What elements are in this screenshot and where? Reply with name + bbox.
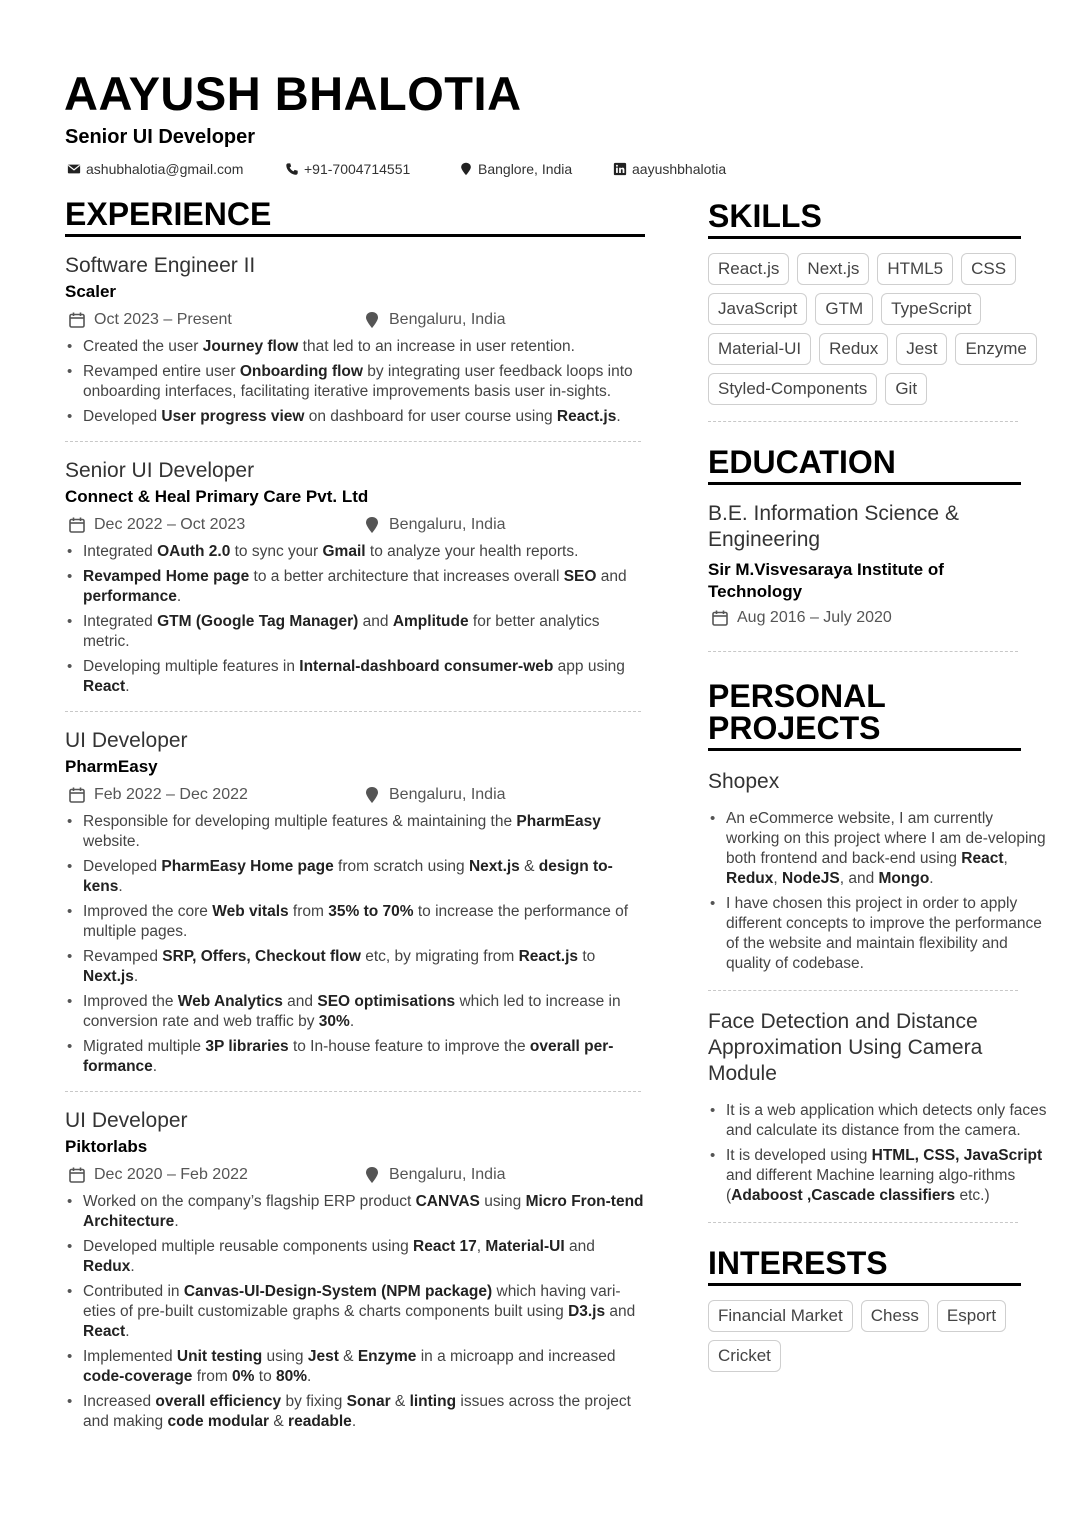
interests-section <box>708 1247 1021 1286</box>
education-degree: B.E. Information Science & Engineering <box>708 502 959 551</box>
interest-tag: Financial Market <box>708 1300 853 1332</box>
resume-role: Senior UI Developer <box>65 126 256 148</box>
bold-text: Canvas-UI-Design-System (NPM package) <box>183 1283 493 1300</box>
job-location-text: Bengaluru, India <box>389 786 506 803</box>
job-date <box>65 516 363 534</box>
bold-text: performance <box>83 588 177 605</box>
bold-text: Mongo <box>878 870 930 887</box>
bullet-item: • Contributed in Canvas-UI-Design-System (NPM package) which having vari-eties of pre-built customizable graphs & charts components built using D3.js and React. <box>65 1282 645 1342</box>
bold-text: 30% <box>318 1013 350 1030</box>
bold-text: Journey flow <box>202 338 299 355</box>
bold-text: Unit testing <box>176 1348 263 1365</box>
job-meta <box>65 514 645 536</box>
job-date <box>65 311 363 329</box>
job-location <box>363 786 506 804</box>
company-name: Scaler <box>65 282 117 301</box>
job-title: UI Developer <box>65 1109 188 1132</box>
bullet-item: • Revamped entire user Onboarding flow by integrating user feedback loops into onboarding interfaces, facilitating iterative improvements basis user in-sights. <box>65 362 645 402</box>
sidebar-column <box>708 200 1048 1372</box>
bullet-item: • Improved the Web Analytics and SEO optimisations which led to increase in conversion rate and web traffic by 30%. <box>65 992 645 1032</box>
job-location-text: Bengaluru, India <box>389 1166 506 1183</box>
resume-name: AAYUSH BHALOTIA <box>64 67 522 120</box>
skill-tag: Next.js <box>797 253 869 285</box>
bullet-item: • It is a web application which detects only faces and calculate its distance from the camera. <box>708 1101 1048 1141</box>
divider <box>65 1091 641 1092</box>
project-title: Shopex <box>708 770 780 793</box>
skill-tag: TypeScript <box>881 293 981 325</box>
location-pin-icon <box>363 786 381 804</box>
interest-tag: Esport <box>937 1300 1006 1332</box>
job-entry <box>65 1108 645 1432</box>
skill-tag: React.js <box>708 253 789 285</box>
experience-section <box>65 198 645 1437</box>
company-name: Piktorlabs <box>65 1137 148 1156</box>
project-title: Face Detection and Distance Approximation Using Camera Module <box>708 1010 983 1085</box>
skill-tag: Material-UI <box>708 333 811 365</box>
skills-section <box>708 200 1021 239</box>
contact-linkedin[interactable] <box>613 161 726 177</box>
job-location-text: Bengaluru, India <box>389 311 506 328</box>
project-entry <box>708 769 1048 991</box>
bullet-item: • Developed PharmEasy Home page from scratch using Next.js & design to-kens. <box>65 857 645 897</box>
bold-text: React <box>83 1323 126 1340</box>
bold-text: 80% <box>276 1368 308 1385</box>
bold-text: Next.js <box>83 968 134 985</box>
bullet-item: • Worked on the company’s flagship ERP product CANVAS using Micro Fron-tend Architecture. <box>65 1192 645 1232</box>
bold-text: PharmEasy Home page <box>161 858 334 875</box>
job-date <box>65 786 363 804</box>
bold-text: D3.js <box>568 1303 606 1320</box>
education-section <box>708 446 1021 627</box>
location-pin-icon <box>363 1166 381 1184</box>
skill-tag: Jest <box>896 333 947 365</box>
skill-tag: JavaScript <box>708 293 807 325</box>
bold-text: Gmail <box>322 543 366 560</box>
bold-text: HTML, CSS, JavaScript <box>871 1147 1043 1164</box>
skill-tag: CSS <box>961 253 1016 285</box>
calendar-icon <box>711 609 729 627</box>
bold-text: NodeJS <box>782 870 840 887</box>
divider <box>65 711 641 712</box>
bullet-item: • An eCommerce website, I am currently working on this project where I am de-veloping both frontend and back-end using React, Redux, NodeJS, and Mongo. <box>708 809 1048 889</box>
bold-text: Enzyme <box>357 1348 417 1365</box>
bullet-item: • Increased overall efficiency by fixing Sonar & linting issues across the project and making code modular & readable. <box>65 1392 645 1432</box>
job-location <box>363 1166 506 1184</box>
skills-tag-list <box>708 253 1048 405</box>
divider <box>65 441 641 442</box>
project-list <box>708 769 1048 1223</box>
bullet-item: • Developing multiple features in Internal-dashboard consumer-web app using React. <box>65 657 645 697</box>
bold-text: Onboarding flow <box>239 363 363 380</box>
calendar-icon <box>68 786 86 804</box>
mail-icon <box>67 162 81 176</box>
bold-text: overall per-formance <box>83 1038 614 1075</box>
bullet-list <box>708 1101 1048 1206</box>
location-pin-icon <box>363 516 381 534</box>
bold-text: code-coverage <box>83 1368 193 1385</box>
divider <box>708 1222 1018 1223</box>
bold-text: readable <box>288 1413 352 1430</box>
company-name: PharmEasy <box>65 757 158 776</box>
job-date-text: Oct 2023 – Present <box>94 311 232 328</box>
bold-text: linting <box>409 1393 457 1410</box>
company-name: Connect & Heal Primary Care Pvt. Ltd <box>65 487 369 506</box>
job-date-text: Dec 2022 – Oct 2023 <box>94 516 246 533</box>
bold-text: Adaboost ,Cascade classifiers <box>731 1187 956 1204</box>
bold-text: React <box>961 850 1004 867</box>
skill-tag: Enzyme <box>955 333 1036 365</box>
bold-text: React.js <box>556 408 617 425</box>
bold-text: code modular <box>167 1413 270 1430</box>
location-pin-icon <box>363 311 381 329</box>
bold-text: SEO optimisations <box>317 993 456 1010</box>
skills-title: SKILLS <box>708 200 1021 239</box>
contact-email[interactable] <box>67 161 285 177</box>
skill-tag: Git <box>885 373 927 405</box>
calendar-icon <box>68 311 86 329</box>
skill-tag: Styled-Components <box>708 373 877 405</box>
bold-text: OAuth 2.0 <box>157 543 231 560</box>
bold-text: Next.js <box>468 858 520 875</box>
bullet-item: • Created the user Journey flow that led to an increase in user retention. <box>65 337 645 357</box>
bold-text: Jest <box>307 1348 339 1365</box>
bullet-item: • Responsible for developing multiple features & maintaining the PharmEasy website. <box>65 812 645 852</box>
calendar-icon <box>68 516 86 534</box>
divider <box>708 421 1018 422</box>
bold-text: React <box>83 678 126 695</box>
job-meta <box>65 1164 645 1186</box>
phone-icon <box>285 162 299 176</box>
bold-text: Redux <box>83 1258 131 1275</box>
job-title: Senior UI Developer <box>65 459 255 482</box>
job-date <box>65 1166 363 1184</box>
job-location-text: Bengaluru, India <box>389 516 506 533</box>
bold-text: Redux <box>726 870 774 887</box>
bold-text: design to-kens <box>83 858 613 895</box>
bold-text: Revamped Home page <box>83 568 250 585</box>
bold-text: Micro Fron-tend Architecture <box>83 1193 644 1230</box>
job-meta <box>65 784 645 806</box>
job-entry <box>65 253 645 442</box>
experience-title: EXPERIENCE <box>65 198 645 237</box>
interest-tag: Cricket <box>708 1340 781 1372</box>
bold-text: SRP, Offers, Checkout flow <box>162 948 361 965</box>
interest-tag: Chess <box>861 1300 929 1332</box>
bullet-list <box>65 812 645 1077</box>
job-entry <box>65 728 645 1092</box>
job-location <box>363 516 506 534</box>
education-school: Sir M.Visvesaraya Institute of Technology <box>708 560 944 601</box>
contact-phone[interactable] <box>285 161 459 177</box>
bold-text: PharmEasy <box>516 813 601 830</box>
bullet-list <box>65 337 645 427</box>
projects-title: PERSONAL PROJECTS <box>708 680 1021 751</box>
job-entry <box>65 458 645 712</box>
job-title: UI Developer <box>65 729 188 752</box>
bullet-item: • Integrated GTM (Google Tag Manager) and Amplitude for better analytics metric. <box>65 612 645 652</box>
bullet-item: • Integrated OAuth 2.0 to sync your Gmail to analyze your health reports. <box>65 542 645 562</box>
bold-text: CANVAS <box>415 1193 480 1210</box>
bold-text: Material-UI <box>485 1238 565 1255</box>
linkedin-icon <box>613 162 627 176</box>
contact-bar <box>67 161 726 177</box>
bullet-item: • Revamped Home page to a better architecture that increases overall SEO and performance. <box>65 567 645 607</box>
bold-text: Internal-dashboard consumer-web <box>299 658 554 675</box>
bullet-item: • Implemented Unit testing using Jest & Enzyme in a microapp and increased code-coverage from 0% to 80%. <box>65 1347 645 1387</box>
bold-text: React.js <box>518 948 579 965</box>
bullet-item: • Developed User progress view on dashboard for user course using React.js. <box>65 407 645 427</box>
divider <box>708 651 1018 652</box>
bold-text: React 17 <box>413 1238 477 1255</box>
projects-section <box>708 680 1048 1223</box>
bold-text: 35% to 70% <box>328 903 414 920</box>
bold-text: Web vitals <box>212 903 289 920</box>
bullet-item: • I have chosen this project in order to apply different concepts to improve the performance of the website and maintain flexibility and quality of codebase. <box>708 894 1048 974</box>
job-date-text: Feb 2022 – Dec 2022 <box>94 786 248 803</box>
contact-email-text: ashubhalotia@gmail.com <box>86 161 244 177</box>
bullet-list <box>65 1192 645 1432</box>
interests-title: INTERESTS <box>708 1247 1021 1286</box>
job-location <box>363 311 506 329</box>
bold-text: Web Analytics <box>177 993 283 1010</box>
bullet-item: • Revamped SRP, Offers, Checkout flow etc, by migrating from React.js to Next.js. <box>65 947 645 987</box>
bold-text: overall efficiency <box>155 1393 282 1410</box>
contact-phone-text: +91-7004714551 <box>304 161 411 177</box>
education-title: EDUCATION <box>708 446 1021 485</box>
job-list <box>65 253 645 1432</box>
education-date-text: Aug 2016 – July 2020 <box>737 609 892 626</box>
bullet-list <box>708 809 1048 974</box>
project-entry <box>708 1009 1048 1223</box>
bold-text: 0% <box>232 1368 255 1385</box>
bullet-item: • Improved the core Web vitals from 35% to 70% to increase the performance of multiple pages. <box>65 902 645 942</box>
bold-text: Amplitude <box>392 613 469 630</box>
bold-text: SEO <box>563 568 597 585</box>
skill-tag: HTML5 <box>877 253 953 285</box>
education-date <box>708 609 1021 627</box>
contact-location-text: Banglore, India <box>478 161 573 177</box>
job-meta <box>65 309 645 331</box>
job-date-text: Dec 2020 – Feb 2022 <box>94 1166 248 1183</box>
calendar-icon <box>68 1166 86 1184</box>
bullet-item: • It is developed using HTML, CSS, JavaScript and different Machine learning algo-rithms (Adaboost ,Cascade classifiers etc.) <box>708 1146 1048 1206</box>
contact-location <box>459 161 613 177</box>
bullet-list <box>65 542 645 697</box>
bold-text: User progress view <box>161 408 305 425</box>
bold-text: GTM (Google Tag Manager) <box>157 613 359 630</box>
interests-tag-list <box>708 1300 1048 1372</box>
skill-tag: Redux <box>819 333 888 365</box>
bold-text: Sonar <box>346 1393 391 1410</box>
skill-tag: GTM <box>815 293 873 325</box>
divider <box>708 990 1018 991</box>
bullet-item: • Developed multiple reusable components using React 17, Material-UI and Redux. <box>65 1237 645 1277</box>
job-title: Software Engineer II <box>65 254 256 277</box>
bullet-item: • Migrated multiple 3P libraries to In-house feature to improve the overall per-formance. <box>65 1037 645 1077</box>
bold-text: 3P libraries <box>205 1038 289 1055</box>
contact-linkedin-text: aayushbhalotia <box>632 161 727 177</box>
location-icon <box>459 162 473 176</box>
